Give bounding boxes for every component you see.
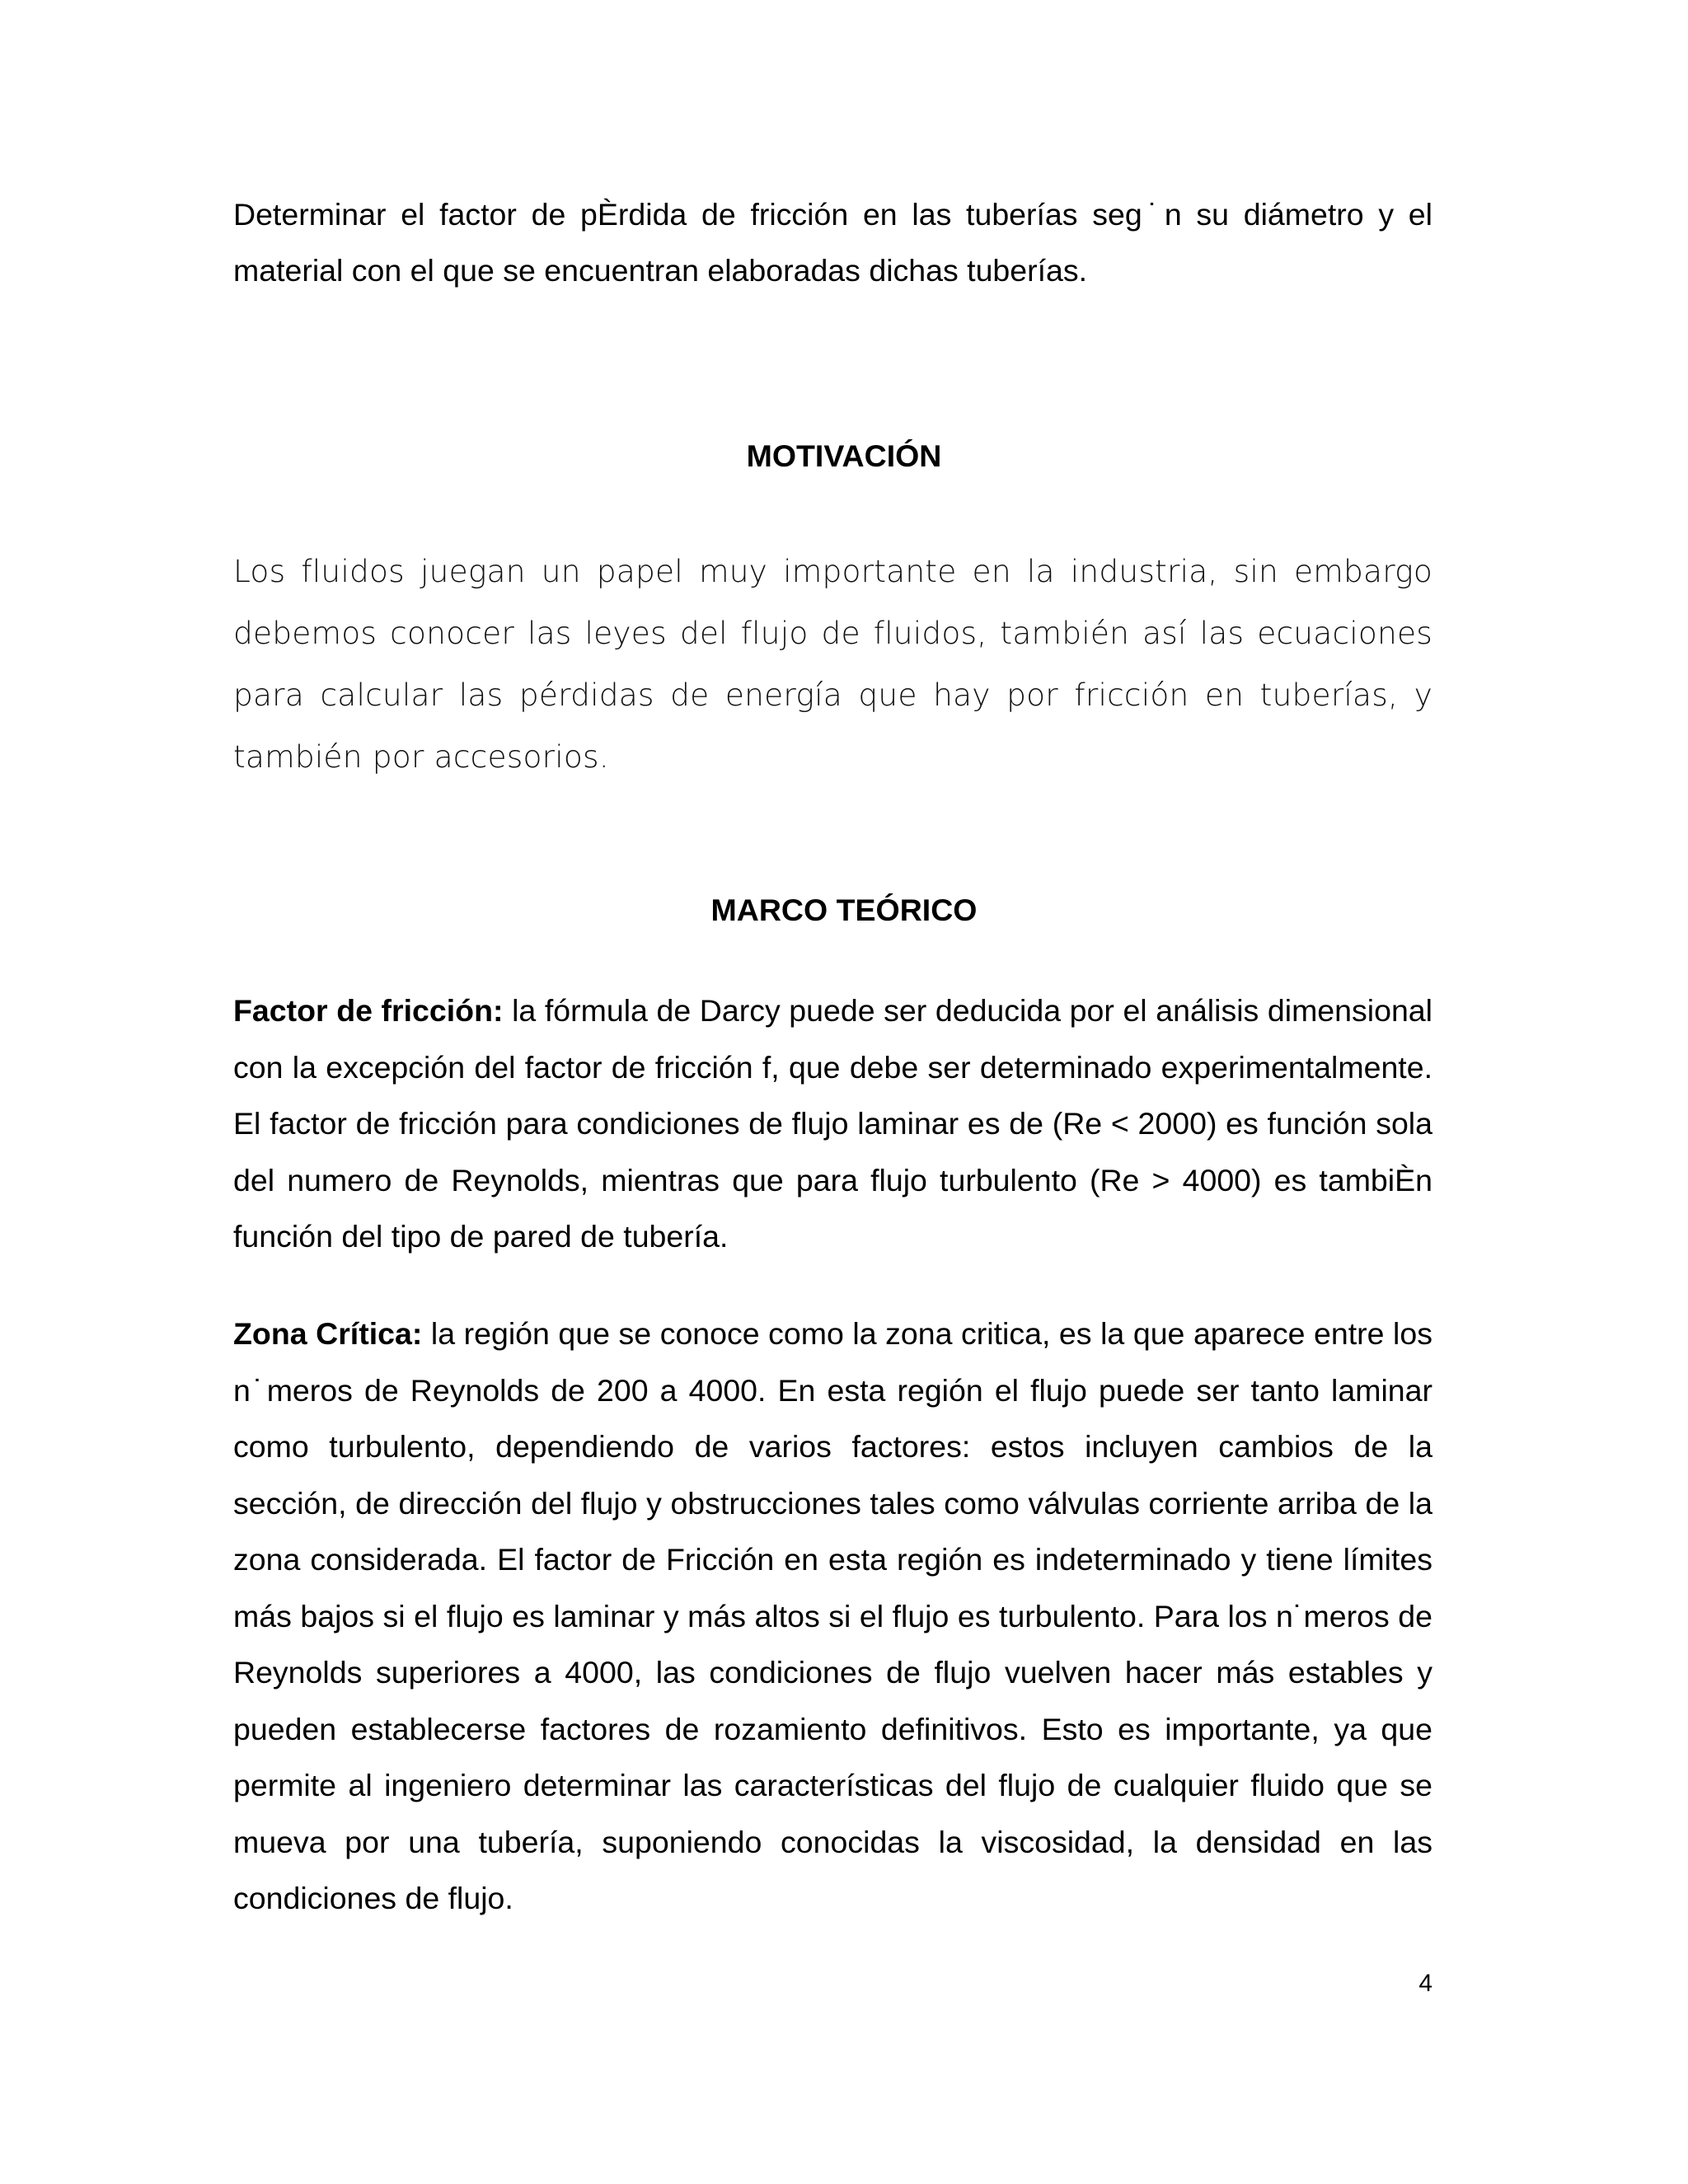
zona-critica-paragraph: [233, 1305, 1432, 1927]
zona-critica-term: Zona Crítica:: [233, 1316, 423, 1351]
factor-friccion-term: Factor de fricción:: [233, 993, 504, 1028]
intro-paragraph: Determinar el factor de pÈrdida de fricción en las tuberías seg˙n su diámetro y el material con el que se encuentran elaboradas dichas tuberías.: [233, 197, 1432, 288]
marco-teorico-heading: MARCO TEÓRICO: [710, 893, 978, 927]
factor-friccion-body: la fórmula de Darcy puede ser deducida por el análisis dimensional con la excepción del factor de fricción f, que debe ser determinado experimentalmente. El factor de fricción para condiciones de flujo laminar es de (Re < 2000) es función sola del numero de Reynolds, mientras que para flujo turbulento (Re > 4000) es tambiÈn función del tipo de pared de tubería.: [233, 993, 1432, 1254]
zona-critica-body: la región que se conoce como la zona critica, es la que aparece entre los n˙meros de Reynolds de 200 a 4000. En esta región el flujo puede ser tanto laminar como turbulento, dependiendo de varios factores: estos incluyen cambios de la sección, de dirección del flujo y obstrucciones tales como válvulas corriente arriba de la zona considerada. El factor de Fricción en esta región es indeterminado y tiene límites más bajos si el flujo es laminar y más altos si el flujo es turbulento. Para los n˙meros de Reynolds superiores a 4000, las condiciones de flujo vuelven hacer más estables y pueden establecerse factores de rozamiento definitivos. Esto es importante, ya que permite al ingeniero determinar las características del flujo de cualquier fluido que se mueva por una tubería, suponiendo conocidas la viscosidad, la densidad en las condiciones de flujo.: [233, 1316, 1432, 1915]
motivation-heading: MOTIVACIÓN: [746, 438, 942, 473]
motivation-paragraph: Los fluidos juegan un papel muy importante en la industria, sin embargo debemos conocer las leyes del flujo de fluidos, también así las ecuaciones para calcular las pérdidas de energía que hay por fricción en tuberías, y también por accesorios.: [233, 553, 1432, 775]
page-number: 4: [1418, 1970, 1432, 1997]
factor-friccion-paragraph: [233, 982, 1432, 1265]
